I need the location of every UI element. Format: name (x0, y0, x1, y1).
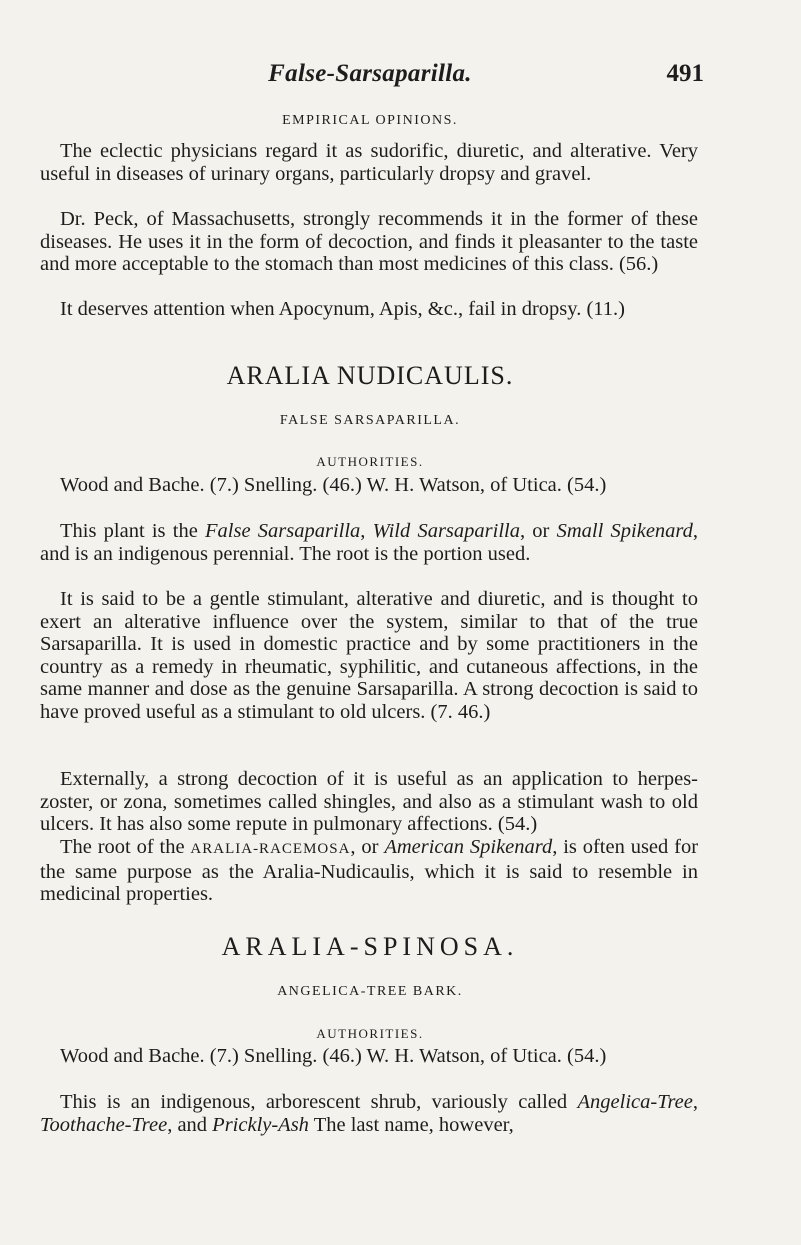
section-title-aralia-nudicaulis: ARALIA NUDICAULIS. (226, 361, 514, 390)
section-title-aralia-spinosa: ARALIA-SPINOSA. (221, 932, 519, 961)
paragraph: Externally, a strong decoction of it is useful as an application to herpes-zoster, or zona, sometimes called shingles, and also as a stimulant wash to old ulcers. It has also some repute in pulmonary affections. (54.) (40, 768, 698, 835)
authorities-heading: AUTHORITIES. (316, 1026, 424, 1041)
paragraph: It is said to be a gentle stimulant, alterative and diuretic, and is thought to exert an alterative influence over the system, similar to that of the true Sarsaparilla. It is used in domestic practice and by some practitioners in the country as a remedy in rheumatic, syphilitic, and cutaneous affections, in the same manner and dose as the genuine Sarsaparilla. A strong decoction is said to have proved useful as a stimulant to old ulcers. (7. 46.) (40, 588, 698, 723)
authorities-list: Wood and Bache. (7.) Snelling. (46.) W. H. Watson, of Utica. (54.) (60, 474, 607, 496)
paragraph: The root of the ARALIA-RACEMOSA, or American Spikenard, is often used for the same purpose as the Aralia-Nudicaulis, which it is said to resemble in medicinal properties. (40, 836, 699, 905)
book-page (40, 0, 704, 1245)
paragraph: It deserves attention when Apocynum, Apis, &c., fail in dropsy. (11.) (60, 298, 625, 320)
section-subtitle: ANGELICA-TREE BARK. (277, 984, 463, 999)
running-head-title: False-Sarsaparilla. (268, 60, 472, 87)
section-subtitle: FALSE SARSAPARILLA. (279, 413, 461, 428)
paragraph: Dr. Peck, of Massachusetts, strongly recommends it in the former of these diseases. He uses it in the form of decoction, and finds it pleasanter to the taste and more acceptable to the stomach than most medicines of this class. (56.) (40, 208, 698, 275)
empirical-opinions-heading: EMPIRICAL OPINIONS. (282, 113, 458, 128)
paragraph: The eclectic physicians regard it as sudorific, diuretic, and alterative. Very useful in diseases of urinary organs, particularly dropsy and gravel. (40, 140, 698, 185)
authorities-list: Wood and Bache. (7.) Snelling. (46.) W. H. Watson, of Utica. (54.) (60, 1045, 607, 1067)
page-number: 491 (666, 60, 704, 87)
paragraph: This plant is the False Sarsaparilla, Wild Sarsaparilla, or Small Spikenard, and is an indigenous perennial. The root is the portion used. (40, 520, 699, 565)
authorities-heading: AUTHORITIES. (316, 454, 424, 469)
paragraph: This is an indigenous, arborescent shrub, variously called Angelica-Tree, Toothache-Tree, and Prickly-Ash The last name, however, (40, 1091, 698, 1136)
running-head (40, 60, 704, 94)
